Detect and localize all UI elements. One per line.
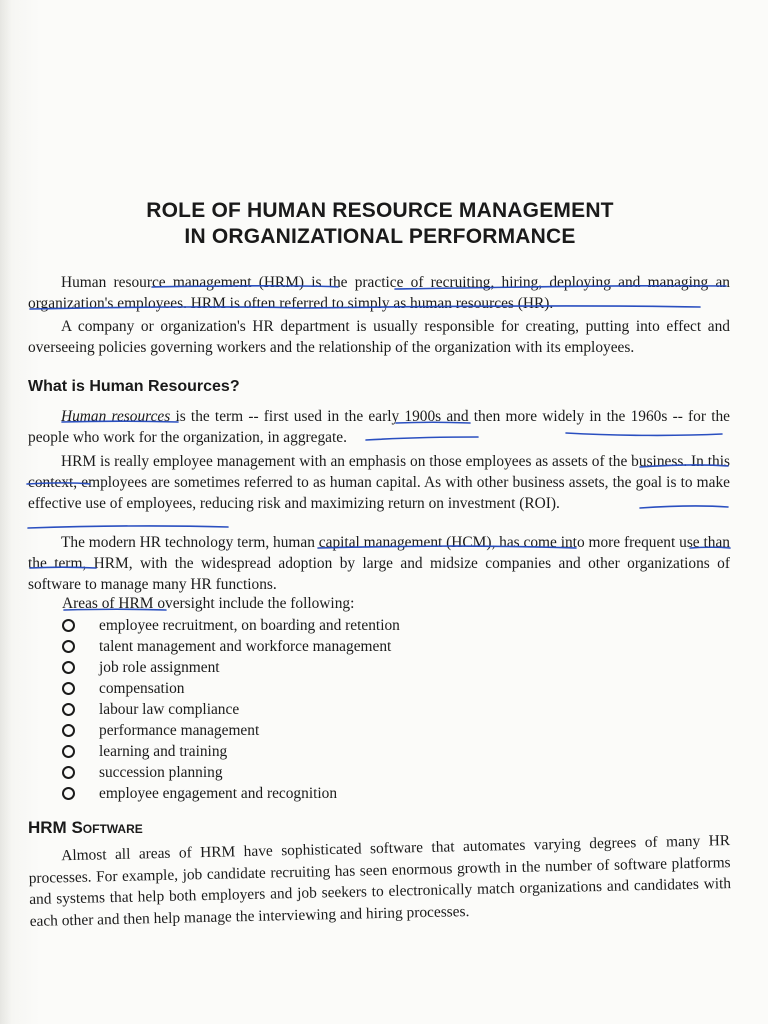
- circle-bullet-icon: [62, 682, 75, 695]
- list-item-text: performance management: [99, 722, 260, 739]
- circle-bullet-icon: [62, 745, 75, 758]
- list-item-text: succession planning: [99, 764, 223, 781]
- document-title-line-1: ROLE OF HUMAN RESOURCE MANAGEMENT: [146, 199, 614, 222]
- areas-lead-text: Areas of HRM oversight include the following:: [62, 595, 355, 612]
- list-item: [62, 720, 400, 741]
- circle-bullet-icon: [62, 703, 75, 716]
- list-item-text: employee recruitment, on boarding and retention: [99, 617, 400, 634]
- section-heading-what-is-hr: What is Human Resources?: [28, 378, 240, 395]
- hr-department-paragraph: A company or organization's HR department is usually responsible for creating, putting into effect and overseeing policies governing workers and the relationship of the organization with its employees.: [28, 318, 730, 356]
- list-item-text: learning and training: [99, 743, 228, 760]
- list-item-text: compensation: [99, 680, 185, 697]
- list-item: [62, 783, 400, 804]
- section-heading-hrm-software: HRM Software: [28, 818, 143, 837]
- circle-bullet-icon: [62, 766, 75, 779]
- list-item: [62, 657, 400, 678]
- hcm-paragraph: The modern HR technology term, human capital management (HCM), has come into more frequent use than the term, HRM, with the widespread adoption by large and midsize companies and other organizations of software to manage many HR functions.: [28, 534, 730, 593]
- list-item: [62, 678, 400, 699]
- circle-bullet-icon: [62, 787, 75, 800]
- circle-bullet-icon: [62, 724, 75, 737]
- list-item: [62, 615, 400, 636]
- list-item: [62, 762, 400, 783]
- list-item: [62, 636, 400, 657]
- hrm-software-paragraph: Almost all areas of HRM have sophisticated software that automates varying degrees of many HR processes. For example, job candidate recruiting has seen enormous growth in the number of software platforms and systems that help both employers and job seekers to electronically match organizations and candidates with each other and then help manage the interviewing and hiring processes.: [28, 832, 732, 930]
- intro-paragraph: Human resource management (HRM) is the practice of recruiting, hiring, deploying and managing an organization's employees. HRM is often referred to simply as human resources (HR).: [28, 274, 730, 312]
- list-item-text: job role assignment: [99, 659, 220, 676]
- employee-management-paragraph: HRM is really employee management with an emphasis on those employees as assets of the business. In this context, employees are sometimes referred to as human capital. As with other business assets, the goal is to make effective use of employees, reducing risk and maximizing return on investment (ROI).: [28, 453, 730, 512]
- circle-bullet-icon: [62, 619, 75, 632]
- hr-definition-text: is the term -- first used in the early 1900s and then more widely in the 1960s -- for the people who work for the organization, in aggregate.: [28, 408, 730, 446]
- circle-bullet-icon: [62, 661, 75, 674]
- list-item: [62, 699, 400, 720]
- areas-list: [62, 615, 400, 804]
- list-item-text: employee engagement and recognition: [99, 785, 338, 802]
- list-item-text: labour law compliance: [99, 701, 240, 718]
- list-item-text: talent management and workforce management: [99, 638, 392, 655]
- list-item: [62, 741, 400, 762]
- hr-definition-paragraph: [28, 406, 730, 448]
- pen-underline: [28, 526, 228, 528]
- document-title-line-2: IN ORGANIZATIONAL PERFORMANCE: [184, 225, 576, 248]
- circle-bullet-icon: [62, 640, 75, 653]
- hr-term-emphasis: Human resources: [61, 408, 171, 425]
